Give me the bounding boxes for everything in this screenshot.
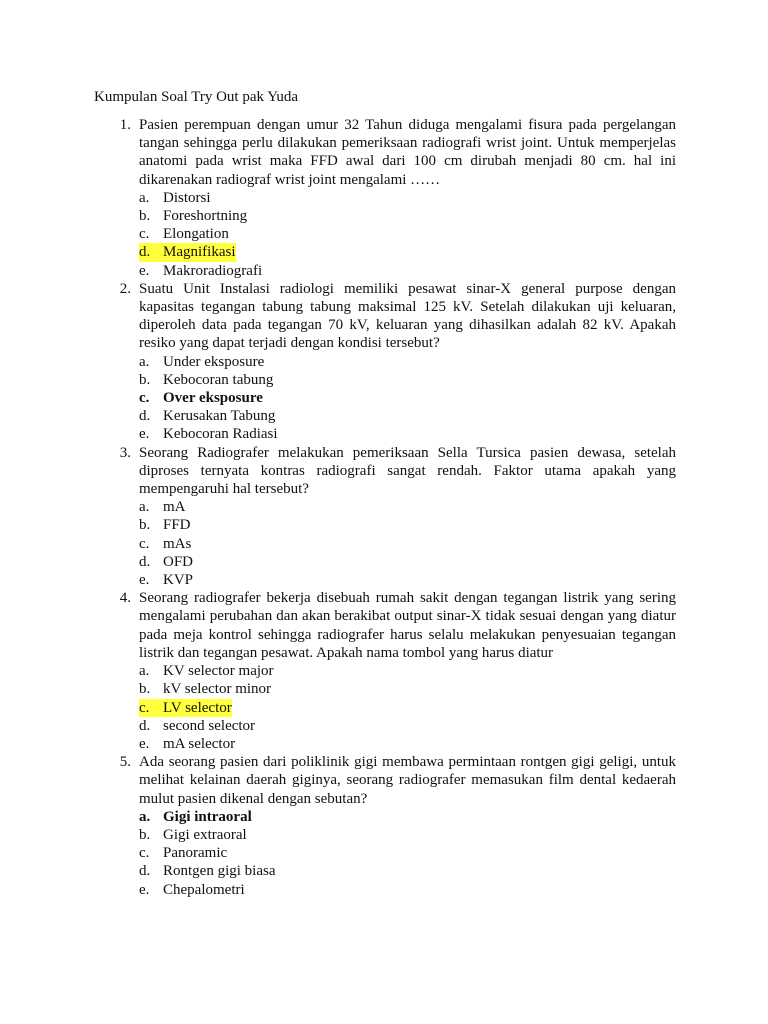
answer-option (139, 844, 676, 862)
option-content (139, 371, 273, 389)
answer-option (139, 826, 676, 844)
answer-option (139, 389, 676, 407)
option-text: kV selector minor (163, 681, 272, 698)
option-letter: e. (139, 426, 150, 443)
option-text: Gigi extraoral (163, 826, 247, 843)
option-text: Foreshortning (163, 208, 248, 225)
option-letter: a. (139, 808, 151, 825)
option-content (139, 844, 227, 862)
answer-option (139, 262, 676, 280)
answer-options (139, 189, 676, 280)
answer-option (139, 371, 676, 389)
option-content (139, 862, 276, 880)
answer-option (139, 535, 676, 553)
option-content (139, 262, 262, 280)
option-content (139, 225, 229, 243)
option-letter: e. (139, 572, 150, 589)
answer-option (139, 189, 676, 207)
answer-option (139, 699, 676, 717)
option-letter: c. (139, 226, 150, 243)
question-item (94, 589, 676, 753)
option-text: Chepalometri (163, 881, 245, 898)
question-row (94, 116, 676, 189)
option-letter: e. (139, 262, 150, 279)
option-letter: c. (139, 390, 150, 407)
option-text: FFD (163, 517, 191, 534)
answer-option (139, 735, 676, 753)
question-item (94, 444, 676, 590)
question-text: Ada seorang pasien dari poliklinik gigi membawa permintaan rontgen gigi geligi, untuk melihat kelainan daerah giginya, seorang radiografer memasukan film dental kedaerah mulut pasien dikenal dengan sebutan? (139, 754, 676, 807)
option-content (139, 680, 271, 698)
answer-option (139, 662, 676, 680)
answer-options (139, 808, 676, 899)
question-item (94, 116, 676, 280)
answer-option (139, 243, 676, 261)
question-row (94, 753, 676, 808)
question-number: 1. (119, 117, 131, 133)
option-letter: d. (139, 244, 151, 261)
option-text: second selector (163, 717, 256, 734)
answer-option (139, 498, 676, 516)
option-letter: c. (139, 845, 150, 862)
option-content (139, 353, 264, 371)
option-content (139, 535, 191, 553)
option-text: mA selector (163, 735, 236, 752)
answer-options (139, 353, 676, 444)
option-text: Makroradiografi (163, 262, 263, 279)
question-number: 2. (119, 280, 131, 297)
question-row (94, 589, 676, 662)
answer-options (139, 498, 676, 589)
option-content (139, 516, 191, 534)
option-content (139, 498, 186, 516)
option-letter: c. (139, 535, 150, 552)
option-letter: b. (139, 208, 151, 225)
answer-option (139, 516, 676, 534)
answer-option (139, 862, 676, 880)
question-text: Suatu Unit Instalasi radiologi memiliki pesawat sinar-X general purpose dengan kapasitas tegangan tabung tabung maksimal 125 kV. Setelah dilakukan uji keluaran, diperoleh data pada tegangan 70 kV, keluaran yang dihasilkan adalah 82 kV. Apakah resiko yang dapat terjadi dengan kondisi tersebut? (139, 280, 676, 352)
question-row (94, 280, 676, 353)
option-text: Kebocoran Radiasi (163, 426, 278, 443)
option-letter: b. (139, 681, 151, 698)
option-letter: d. (139, 553, 151, 570)
option-content (139, 717, 255, 735)
option-text: KVP (163, 572, 194, 589)
option-text: Rontgen gigi biasa (163, 863, 276, 880)
option-text: Under eksposure (163, 353, 265, 370)
question-text: Pasien perempuan dengan umur 32 Tahun diduga mengalami fisura pada pergelangan tangan sehingga perlu dilakukan pemeriksaan radiografi wrist joint. Untuk memperjelas anatomi pada wrist maka FFD awal dari 100 cm dirubah menjadi 80 cm. hal ini dikarenakan radiograf wrist joint mengalami …… (139, 117, 676, 188)
question-text: Seorang Radiografer melakukan pemeriksaan Sella Tursica pasien dewasa, setelah diproses ternyata kontras radiografi sangat rendah. Faktor utama apakah yang mempengaruhi hal tersebut? (139, 444, 676, 498)
option-content (139, 808, 252, 826)
option-text: KV selector major (163, 663, 274, 680)
option-letter: e. (139, 881, 150, 898)
option-text: Elongation (163, 226, 229, 243)
option-text: Distorsi (163, 189, 211, 206)
question-number: 3. (119, 444, 131, 461)
option-content (139, 407, 275, 425)
highlighted-answer (139, 699, 232, 717)
option-letter: a. (139, 663, 150, 680)
answer-option (139, 207, 676, 225)
answer-option (139, 717, 676, 735)
option-text: Magnifikasi (163, 244, 236, 261)
option-letter: d. (139, 863, 151, 880)
option-content (139, 881, 245, 899)
option-content (139, 207, 247, 225)
option-content (139, 189, 211, 207)
option-content (139, 662, 274, 680)
option-text: Kerusakan Tabung (163, 408, 276, 425)
question-list (94, 116, 676, 899)
option-letter: b. (139, 826, 151, 843)
answer-options (139, 662, 676, 753)
question-item (94, 280, 676, 444)
answer-option (139, 881, 676, 899)
option-content (139, 425, 278, 443)
highlighted-answer (139, 243, 236, 261)
option-text: Over eksposure (163, 390, 263, 407)
answer-option (139, 225, 676, 243)
answer-option (139, 353, 676, 371)
option-letter: b. (139, 371, 151, 388)
option-letter: c. (139, 699, 150, 716)
option-letter: b. (139, 517, 151, 534)
option-letter: d. (139, 717, 151, 734)
document-title: Kumpulan Soal Try Out pak Yuda (94, 89, 299, 105)
answer-option (139, 571, 676, 589)
answer-option (139, 425, 676, 443)
option-letter: e. (139, 735, 150, 752)
option-content (139, 389, 263, 407)
question-number: 5. (119, 754, 131, 771)
option-content (139, 553, 193, 571)
answer-option (139, 808, 676, 826)
answer-option (139, 407, 676, 425)
option-content (139, 571, 193, 589)
option-letter: a. (139, 353, 150, 370)
option-content (139, 735, 235, 753)
option-text: mAs (163, 535, 192, 552)
answer-option (139, 553, 676, 571)
question-number: 4. (119, 590, 131, 607)
option-letter: a. (139, 499, 150, 516)
question-row (94, 444, 676, 499)
option-content (139, 826, 247, 844)
option-text: Panoramic (163, 845, 228, 862)
question-item (94, 753, 676, 899)
option-letter: a. (139, 189, 150, 206)
question-text: Seorang radiografer bekerja disebuah rumah sakit dengan tegangan listrik yang sering mengalami perubahan dan akan berakibat output sinar-X tidak sesuai dengan yang diatur pada meja kontrol sehingga radiografer harus selalu melakukan penyesuaian tegangan listrik dan tegangan pesawat. Apakah nama tombol yang harus diatur (139, 590, 676, 661)
option-letter: d. (139, 408, 151, 425)
option-text: mA (163, 499, 186, 516)
answer-option (139, 680, 676, 698)
option-text: LV selector (163, 699, 232, 716)
option-text: Kebocoran tabung (163, 371, 274, 388)
option-text: OFD (163, 553, 194, 570)
option-text: Gigi intraoral (163, 808, 252, 825)
